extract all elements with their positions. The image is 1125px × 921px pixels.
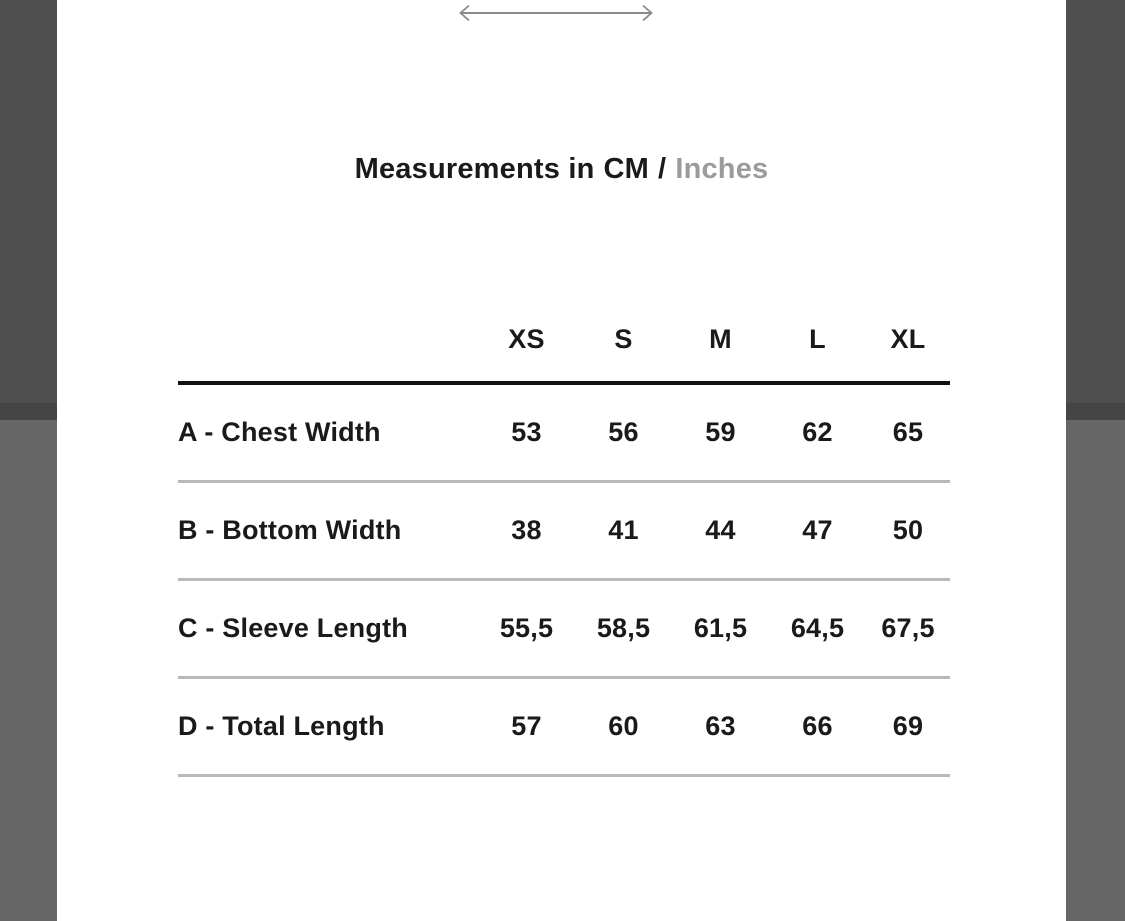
page-background-right <box>1066 0 1125 921</box>
size-guide-panel <box>57 0 1066 921</box>
cell-value: 53 <box>478 383 575 482</box>
cell-value: 66 <box>769 678 866 776</box>
cell-value: 58,5 <box>575 580 672 678</box>
cell-value: 63 <box>672 678 769 776</box>
cell-value: 47 <box>769 482 866 580</box>
unit-toggle-inches[interactable]: Inches <box>675 153 769 185</box>
page-background-left <box>0 0 57 921</box>
cell-value: 56 <box>575 383 672 482</box>
row-label: C - Sleeve Length <box>178 580 478 678</box>
cell-value: 60 <box>575 678 672 776</box>
cell-value: 44 <box>672 482 769 580</box>
table-row-sleeve-length <box>178 580 950 678</box>
size-column-s: S <box>575 297 672 383</box>
row-label: A - Chest Width <box>178 383 478 482</box>
cell-value: 41 <box>575 482 672 580</box>
unit-separator: / <box>658 153 667 185</box>
size-column-l: L <box>769 297 866 383</box>
size-column-xs: XS <box>478 297 575 383</box>
measurements-title <box>57 153 1066 186</box>
cell-value: 67,5 <box>866 580 950 678</box>
size-column-xl: XL <box>866 297 950 383</box>
cell-value: 55,5 <box>478 580 575 678</box>
cell-value: 38 <box>478 482 575 580</box>
size-measurements-table <box>178 297 950 777</box>
cell-value: 59 <box>672 383 769 482</box>
unit-toggle-cm[interactable]: CM <box>603 153 650 185</box>
size-table-header-row <box>178 297 950 383</box>
cell-value: 69 <box>866 678 950 776</box>
row-label: D - Total Length <box>178 678 478 776</box>
row-label: B - Bottom Width <box>178 482 478 580</box>
cell-value: 50 <box>866 482 950 580</box>
measurements-title-prefix: Measurements in <box>354 153 595 185</box>
table-row-total-length <box>178 678 950 776</box>
table-row-bottom-width <box>178 482 950 580</box>
size-column-m: M <box>672 297 769 383</box>
cell-value: 62 <box>769 383 866 482</box>
size-table-corner-cell <box>178 297 478 383</box>
table-row-chest-width <box>178 383 950 482</box>
cell-value: 64,5 <box>769 580 866 678</box>
cell-value: 65 <box>866 383 950 482</box>
cell-value: 61,5 <box>672 580 769 678</box>
width-measure-arrow-icon <box>453 2 659 24</box>
cell-value: 57 <box>478 678 575 776</box>
